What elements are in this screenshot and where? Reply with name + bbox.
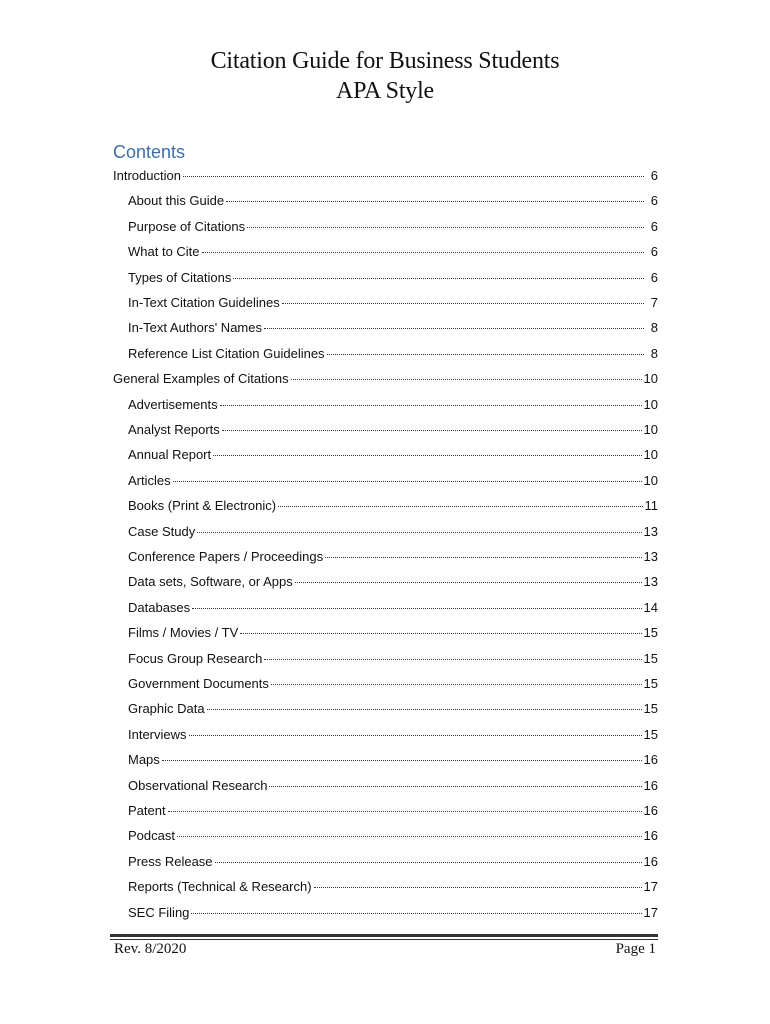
toc-entry-page-number: 15 <box>643 625 658 641</box>
toc-dot-leader <box>233 278 644 279</box>
toc-subsection-entry[interactable] <box>128 574 658 594</box>
toc-dot-leader <box>220 405 642 406</box>
toc-entry-page-number: 14 <box>643 599 658 615</box>
toc-entry-page-number: 10 <box>643 371 658 387</box>
toc-entry-page-number: 6 <box>650 244 658 260</box>
toc-entry-page-number: 16 <box>643 853 658 869</box>
toc-subsection-entry[interactable] <box>128 803 658 823</box>
contents-heading: Contents <box>113 142 186 162</box>
toc-dot-leader <box>240 633 641 634</box>
toc-entry-label: In-Text Citation Guidelines <box>128 295 280 310</box>
toc-entry-label: Patent <box>128 803 166 818</box>
toc-entry-page-number: 17 <box>643 879 658 895</box>
toc-entry-page-number: 16 <box>643 777 658 793</box>
toc-subsection-entry[interactable] <box>128 422 658 442</box>
toc-dot-leader <box>314 887 642 888</box>
toc-entry-page-number: 6 <box>650 269 658 285</box>
toc-entry-page-number: 13 <box>643 523 658 539</box>
toc-entry-label: Introduction <box>113 168 181 183</box>
toc-subsection-entry[interactable] <box>128 193 658 213</box>
toc-entry-page-number: 11 <box>644 498 658 514</box>
toc-section-entry[interactable] <box>113 371 658 391</box>
toc-entry-label: Books (Print & Electronic) <box>128 498 277 514</box>
toc-dot-leader <box>327 354 644 355</box>
toc-entry-label: Advertisements <box>128 396 218 412</box>
toc-entry-label: SEC Filing <box>128 904 190 920</box>
toc-subsection-entry[interactable] <box>128 676 658 696</box>
toc-subsection-entry[interactable] <box>128 524 658 544</box>
toc-subsection-entry[interactable] <box>128 600 658 620</box>
toc-subsection-entry[interactable] <box>128 244 658 264</box>
toc-entry-label: Reports (Technical & Research) <box>128 879 312 895</box>
toc-dot-leader <box>173 481 642 482</box>
toc-entry-page-number: 10 <box>643 447 658 463</box>
toc-subsection-entry[interactable] <box>128 473 658 493</box>
toc-entry-label: Reference List Citation Guidelines <box>128 345 325 361</box>
toc-entry-page-number: 16 <box>643 803 658 818</box>
toc-subsection-entry[interactable] <box>128 778 658 798</box>
toc-subsection-entry[interactable] <box>128 219 658 239</box>
toc-entry-page-number: 10 <box>643 422 658 437</box>
toc-entry-page-number: 13 <box>643 549 658 564</box>
toc-entry-label: Podcast <box>128 828 175 844</box>
toc-dot-leader <box>222 430 642 431</box>
toc-dot-leader <box>295 582 642 583</box>
toc-entry-page-number: 6 <box>650 168 658 183</box>
toc-subsection-entry[interactable] <box>128 625 658 645</box>
toc-entry-label: Annual Report <box>128 447 212 463</box>
toc-entry-page-number: 10 <box>643 472 658 488</box>
footer-divider-thin <box>110 939 658 940</box>
toc-entry-page-number: 16 <box>643 828 658 844</box>
toc-dot-leader <box>269 786 641 787</box>
toc-entry-label: About this Guide <box>128 193 225 209</box>
toc-subsection-entry[interactable] <box>128 447 658 467</box>
toc-subsection-entry[interactable] <box>128 701 658 721</box>
toc-subsection-entry[interactable] <box>128 498 658 518</box>
toc-dot-leader <box>213 455 641 456</box>
toc-entry-page-number: 17 <box>643 904 658 920</box>
toc-entry-label: Analyst Reports <box>128 422 220 437</box>
toc-dot-leader <box>183 176 644 177</box>
toc-entry-page-number: 8 <box>650 320 658 336</box>
toc-subsection-entry[interactable] <box>128 320 658 340</box>
toc-entry-label: Focus Group Research <box>128 650 263 666</box>
toc-dot-leader <box>207 709 642 710</box>
toc-dot-leader <box>247 227 644 228</box>
toc-section-entry[interactable] <box>113 168 658 188</box>
toc-dot-leader <box>278 506 642 507</box>
toc-subsection-entry[interactable] <box>128 549 658 569</box>
toc-dot-leader <box>215 862 642 863</box>
toc-dot-leader <box>189 735 642 736</box>
toc-dot-leader <box>264 659 641 660</box>
toc-entry-label: Observational Research <box>128 777 268 793</box>
toc-subsection-entry[interactable] <box>128 879 658 899</box>
toc-entry-label: In-Text Authors' Names <box>128 320 262 336</box>
toc-entry-page-number: 16 <box>643 752 658 768</box>
toc-entry-label: Interviews <box>128 726 187 742</box>
toc-entry-page-number: 15 <box>643 676 658 691</box>
toc-dot-leader <box>168 811 642 812</box>
toc-dot-leader <box>226 201 644 202</box>
toc-dot-leader <box>177 836 642 837</box>
toc-entry-page-number: 15 <box>643 650 658 666</box>
toc-entry-label: Maps <box>128 752 160 768</box>
toc-entry-label: Purpose of Citations <box>128 218 246 234</box>
toc-dot-leader <box>271 684 642 685</box>
toc-entry-label: What to Cite <box>128 244 200 260</box>
toc-subsection-entry[interactable] <box>128 651 658 671</box>
toc-entry-page-number: 8 <box>650 345 658 361</box>
toc-dot-leader <box>325 557 641 558</box>
toc-entry-label: Articles <box>128 472 171 488</box>
toc-entry-label: Films / Movies / TV <box>128 625 239 641</box>
toc-entry-page-number: 15 <box>643 726 658 742</box>
toc-dot-leader <box>264 328 644 329</box>
toc-entry-label: Government Documents <box>128 676 269 691</box>
toc-entry-page-number: 15 <box>643 701 658 717</box>
toc-subsection-entry[interactable] <box>128 828 658 848</box>
toc-subsection-entry[interactable] <box>128 905 658 925</box>
toc-subsection-entry[interactable] <box>128 854 658 874</box>
toc-subsection-entry[interactable] <box>128 397 658 417</box>
toc-dot-leader <box>291 379 642 380</box>
toc-dot-leader <box>162 760 642 761</box>
toc-dot-leader <box>197 532 641 533</box>
toc-entry-page-number: 6 <box>650 193 658 209</box>
toc-entry-page-number: 13 <box>643 574 658 590</box>
toc-entry-label: General Examples of Citations <box>113 371 289 387</box>
toc-entry-label: Types of Citations <box>128 269 232 285</box>
toc-entry-label: Data sets, Software, or Apps <box>128 574 293 590</box>
toc-entry-page-number: 6 <box>650 218 658 234</box>
toc-dot-leader <box>282 303 644 304</box>
toc-dot-leader <box>192 608 641 609</box>
revision-label: Rev. 8/2020 <box>114 941 187 957</box>
toc-entry-page-number: 10 <box>643 396 658 412</box>
toc-dot-leader <box>202 252 644 253</box>
toc-entry-label: Conference Papers / Proceedings <box>128 549 324 564</box>
toc-subsection-entry[interactable] <box>128 270 658 290</box>
document-title: Citation Guide for Business Students <box>210 48 560 74</box>
toc-entry-label: Press Release <box>128 853 213 869</box>
toc-entry-label: Databases <box>128 599 191 615</box>
toc-subsection-entry[interactable] <box>128 295 658 315</box>
toc-subsection-entry[interactable] <box>128 346 658 366</box>
toc-entry-label: Case Study <box>128 523 196 539</box>
footer-divider <box>110 934 658 937</box>
toc-subsection-entry[interactable] <box>128 752 658 772</box>
document-subtitle: APA Style <box>335 78 435 104</box>
toc-subsection-entry[interactable] <box>128 727 658 747</box>
page-number: Page 1 <box>615 941 656 957</box>
toc-entry-label: Graphic Data <box>128 701 205 717</box>
toc-dot-leader <box>191 913 641 914</box>
toc-entry-page-number: 7 <box>650 295 658 310</box>
